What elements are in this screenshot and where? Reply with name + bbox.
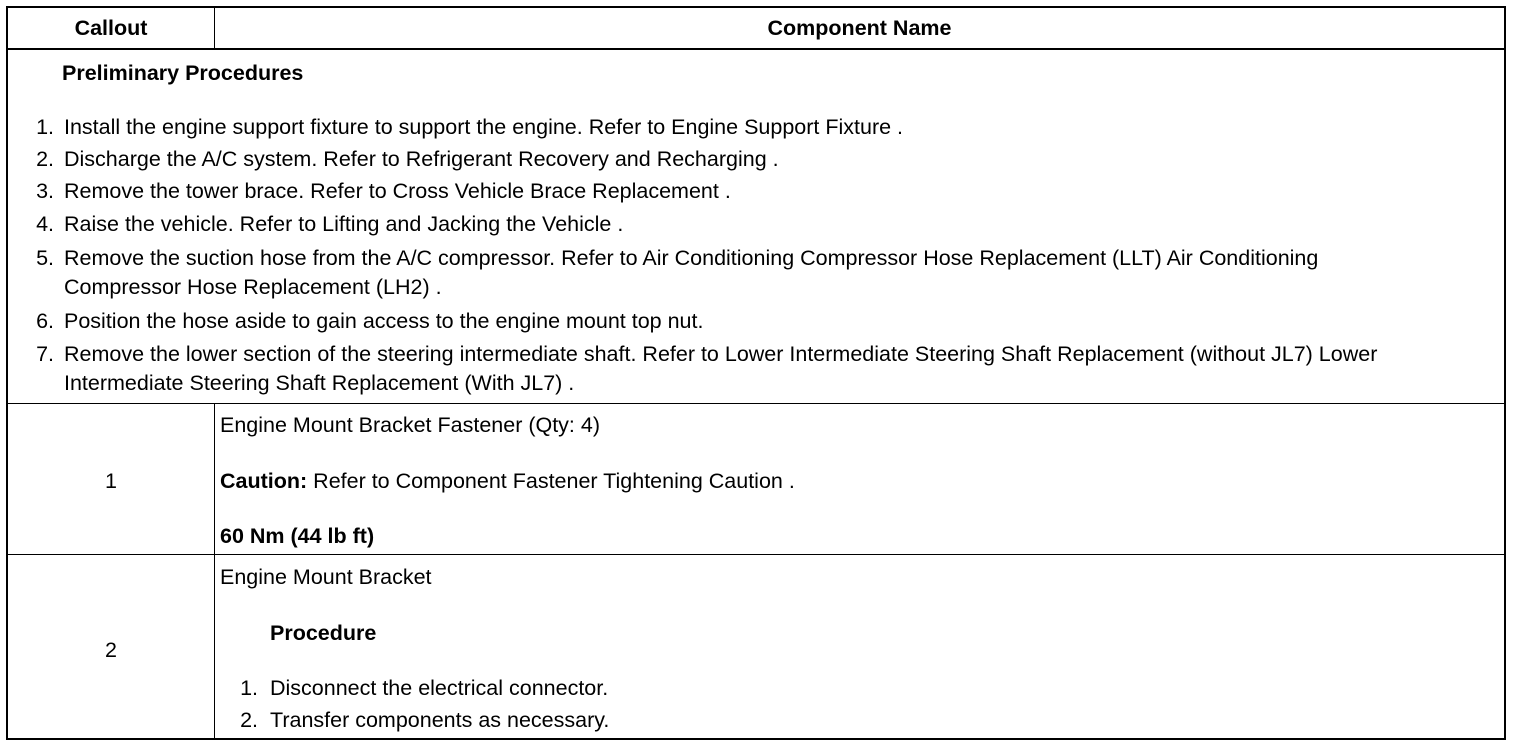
step-text: Remove the suction hose from the A/C compressor. Refer to Air Conditioning Compressor Hose Replacement (LLT) Air Conditioning Compressor Hose Replacement (LH2) .	[64, 246, 1319, 299]
column-divider	[214, 403, 215, 738]
step-text: Disconnect the electrical connector.	[270, 676, 609, 700]
step-text: Install the engine support fixture to support the engine. Refer to Engine Support Fixture .	[64, 115, 904, 139]
caution-label: Caution:	[220, 469, 308, 493]
caution-text: Refer to Component Fastener Tightening Caution .	[307, 469, 795, 493]
header-component-name: Component Name	[767, 15, 952, 40]
caution-note	[220, 469, 795, 494]
step-text: Raise the vehicle. Refer to Lifting and Jacking the Vehicle .	[64, 212, 624, 236]
header-divider	[214, 8, 215, 48]
row-divider	[8, 403, 1504, 404]
step-number: 1.	[240, 676, 258, 700]
step-number: 5.	[36, 246, 54, 270]
step-number: 4.	[36, 212, 54, 236]
callout-number: 1	[105, 469, 117, 493]
component-name: Engine Mount Bracket	[220, 565, 432, 589]
procedure-title: Procedure	[270, 621, 377, 645]
step-number: 1.	[36, 115, 54, 139]
preliminary-title: Preliminary Procedures	[62, 61, 304, 85]
procedure-table	[6, 6, 1506, 740]
step-text: Discharge the A/C system. Refer to Refrigerant Recovery and Recharging .	[64, 147, 779, 171]
step-text: Transfer components as necessary.	[270, 708, 610, 732]
step-number: 2.	[36, 147, 54, 171]
step-text: Position the hose aside to gain access to the engine mount top nut.	[64, 309, 704, 333]
step-text: Remove the lower section of the steering intermediate shaft. Refer to Lower Intermediate Steering Shaft Replacement (without JL7) Lower Intermediate Steering Shaft Replacement (With JL7) .	[64, 342, 1378, 395]
torque-spec: 60 Nm (44 lb ft)	[220, 524, 375, 548]
step-number: 3.	[36, 179, 54, 203]
header-callout: Callout	[74, 15, 148, 40]
step-number: 7.	[36, 342, 54, 366]
step-text: Remove the tower brace. Refer to Cross Vehicle Brace Replacement .	[64, 179, 731, 203]
step-number: 6.	[36, 309, 54, 333]
step-number: 2.	[240, 708, 258, 732]
callout-number: 2	[105, 638, 117, 662]
row-divider	[8, 554, 1504, 555]
component-name: Engine Mount Bracket Fastener (Qty: 4)	[220, 413, 600, 437]
header-rule	[8, 48, 1504, 50]
